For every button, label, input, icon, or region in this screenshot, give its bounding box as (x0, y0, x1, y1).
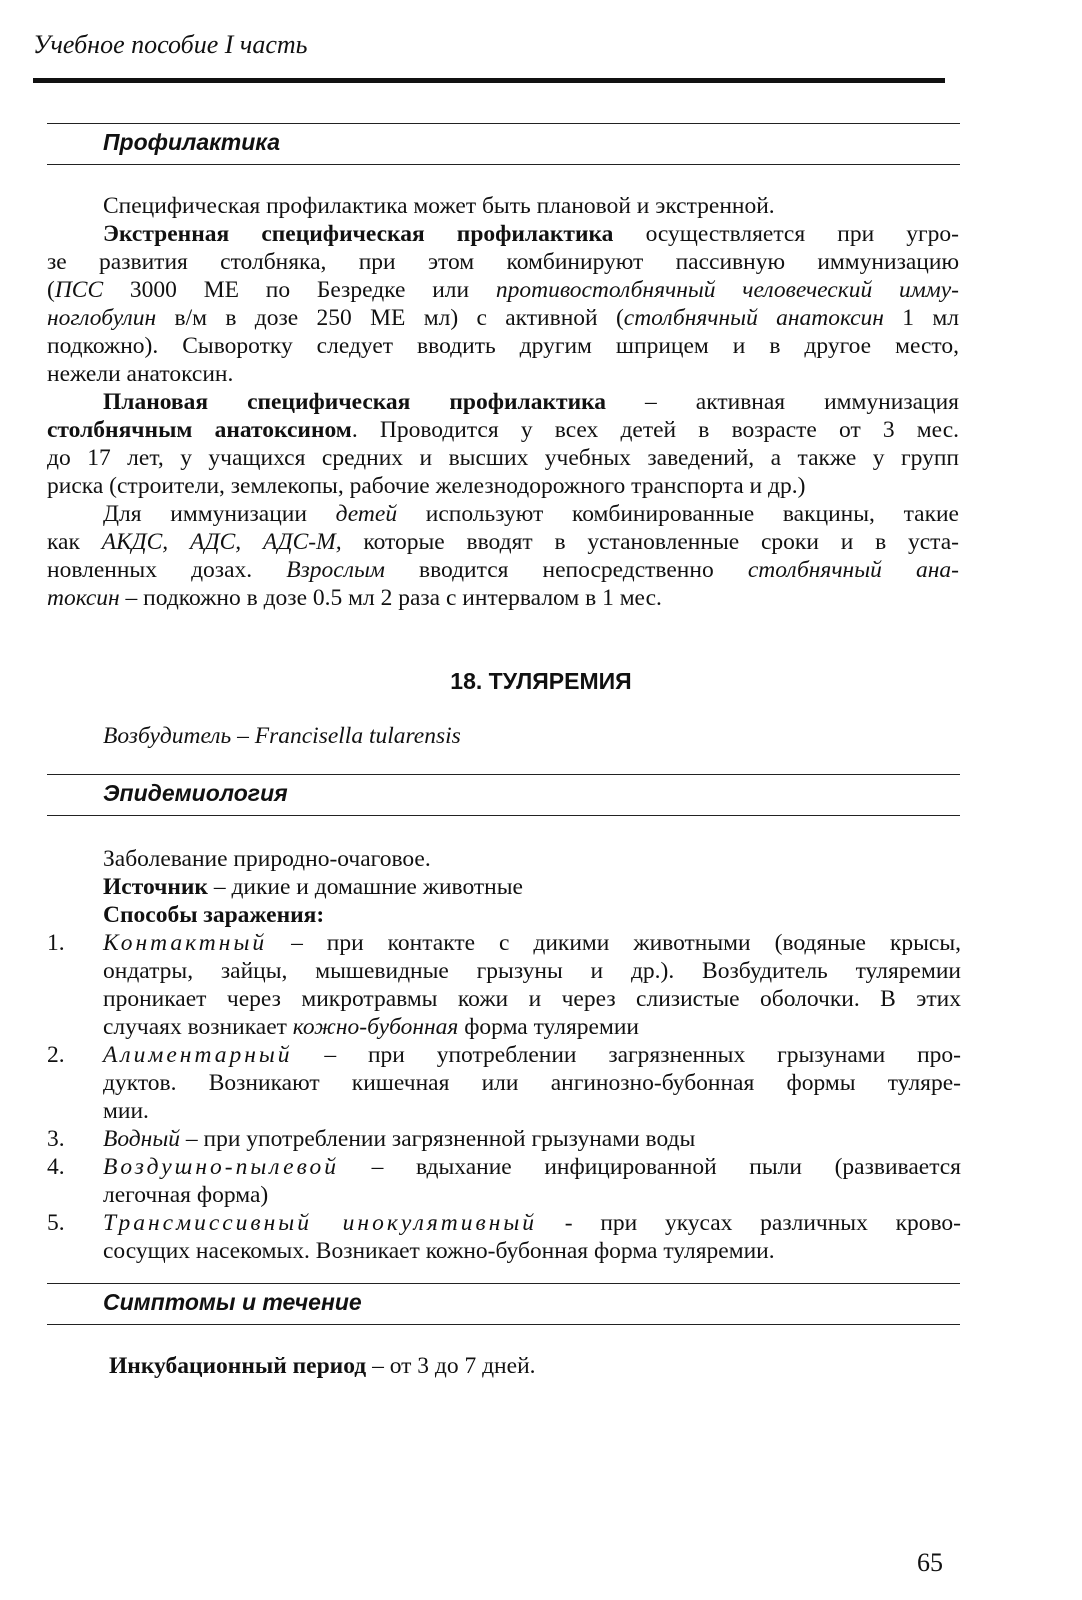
term-emergency-prophylaxis: Экстренная специфическая профилактика (103, 221, 614, 247)
section-header-epidemiology (47, 774, 960, 816)
text-line: Заболевание природно-очаговое. (103, 846, 431, 872)
list-item-number: 2. (47, 1042, 65, 1068)
text-line: до 17 лет, у учащихся средних и высших учебных заведений, а также у групп (47, 445, 959, 471)
list-item-number: 3. (47, 1126, 65, 1152)
pathogen-line: Возбудитель – Francisella tularensis (103, 723, 461, 749)
list-item-number: 5. (47, 1210, 65, 1236)
routes-heading: Способы заражения: (103, 902, 325, 928)
list-item: Воздушно-пылевой – вдыхание инфицированной пыли (развивается (103, 1154, 961, 1180)
list-item: Трансмиссивный инокулятивный - при укусах различных крово- (103, 1210, 961, 1236)
text-line: зе развития столбняка, при этом комбинируют пассивную иммунизацию (47, 249, 959, 275)
list-item: Контактный – при контакте с дикими животными (водяные крысы, (103, 930, 961, 956)
term-planned-prophylaxis: Плановая специфическая профилактика (103, 389, 607, 415)
list-item: Алиментарный – при употреблении загрязненных грызунами про- (103, 1042, 961, 1068)
text-line: токсин – подкожно в дозе 0.5 мл 2 раза с интервалом в 1 мес. (47, 585, 662, 611)
text-line: риска (строители, землекопы, рабочие железнодорожного транспорта и др.) (47, 473, 806, 499)
section-title-prevention: Профилактика (103, 129, 281, 155)
list-item-line: ондатры, зайцы, мышевидные грызуны и др.). Возбудитель туляремии (103, 958, 961, 984)
text-line: как АКДС, АДС, АДС-М, которые вводят в установленные сроки и в уста- (47, 529, 959, 555)
section-header-symptoms (47, 1283, 960, 1325)
list-item-number: 4. (47, 1154, 65, 1180)
text-line: (ПСС 3000 МЕ по Безредке или противостолбнячный человеческий имму- (47, 277, 959, 303)
list-item-number: 1. (47, 930, 65, 956)
text-line: ноглобулин в/м в дозе 250 МЕ мл) с активной (столбнячный анатоксин 1 мл (47, 305, 959, 331)
incubation-line: Инкубационный период – от 3 до 7 дней. (109, 1353, 536, 1379)
text-line: Для иммунизации детей используют комбинированные вакцины, такие (103, 501, 959, 527)
list-item-line: сосущих насекомых. Возникает кожно-бубонная форма туляремии. (103, 1238, 775, 1264)
page-number: 65 (917, 1548, 943, 1577)
running-head: Учебное пособие I часть (33, 30, 308, 59)
list-item-line: проникает через микротравмы кожи и через слизистые оболочки. В этих (103, 986, 961, 1012)
section-title-symptoms: Симптомы и течение (103, 1289, 362, 1315)
text-line: Источник – дикие и домашние животные (103, 874, 523, 900)
text-line: нежели анатоксин. (47, 361, 234, 387)
text-line: столбнячным анатоксином. Проводится у всех детей в возрасте от 3 мес. (47, 417, 960, 443)
list-item-line: легочная форма) (103, 1182, 269, 1208)
text-line: Плановая специфическая профилактика – активная иммунизация (103, 389, 959, 415)
text-line: Экстренная специфическая профилактика осуществляется при угро- (103, 221, 959, 247)
text-line: Специфическая профилактика может быть плановой и экстренной. (103, 193, 775, 219)
list-item-line: случаях возникает кожно-бубонная форма туляремии (103, 1014, 640, 1040)
text-line: новленных дозах. Взрослым вводится непосредственно столбнячный ана- (47, 557, 959, 583)
header-rule (33, 78, 945, 83)
section-header-prevention (47, 123, 960, 165)
list-item: Водный – при употреблении загрязненной грызунами воды (103, 1126, 696, 1152)
list-item-line: дуктов. Возникают кишечная или ангинозно-бубонная формы туляре- (103, 1070, 961, 1096)
section-title-epidemiology: Эпидемиология (103, 780, 288, 806)
list-item-line: мии. (103, 1098, 149, 1124)
text-line: подкожно). Сыворотку следует вводить другим шприцем и в другое место, (47, 333, 959, 359)
chapter-title: 18. ТУЛЯРЕМИЯ (450, 668, 632, 694)
